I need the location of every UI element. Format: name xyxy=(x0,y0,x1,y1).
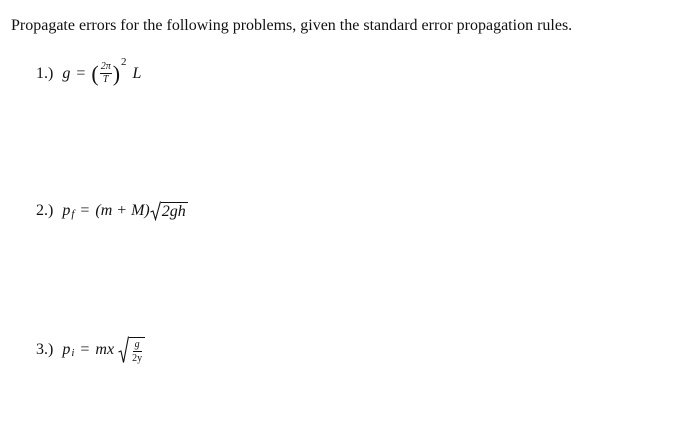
lhs-subscript: i xyxy=(71,347,75,359)
open-paren: ( xyxy=(91,60,99,86)
radicand-fraction xyxy=(129,337,145,364)
square-root xyxy=(118,336,145,364)
problem-2 xyxy=(36,201,188,221)
equals-sign: = xyxy=(76,64,86,82)
problem-number: 1.) xyxy=(36,64,54,82)
radicand-numerator: g xyxy=(134,339,140,350)
equals-sign: = xyxy=(80,341,90,358)
problem-number: 3.) xyxy=(36,341,54,358)
lhs-subscript: f xyxy=(71,208,75,220)
lhs-base: p xyxy=(62,202,71,219)
lhs-base: p xyxy=(62,341,71,358)
square-root xyxy=(150,201,188,221)
mass-factor: (m + M) xyxy=(95,202,150,219)
exponent: 2 xyxy=(121,55,127,68)
problem-3 xyxy=(36,336,145,364)
close-paren: ) xyxy=(112,60,121,86)
radical-sign-icon xyxy=(150,201,161,221)
radicand: 2gh xyxy=(161,203,186,220)
equation-lhs: g xyxy=(62,64,71,82)
radicand-denominator: 2y xyxy=(132,353,143,364)
equation-tail: L xyxy=(132,64,142,82)
fraction xyxy=(100,62,112,85)
fraction-denominator: T xyxy=(102,74,109,85)
fraction-numerator: 2π xyxy=(100,61,111,72)
instruction-text: Propagate errors for the following problems, given the standard error propagation rules. xyxy=(11,17,573,34)
mx-factor: mx xyxy=(95,341,115,358)
problem-number: 2.) xyxy=(36,202,54,219)
radical-sign-icon xyxy=(118,336,129,364)
equals-sign: = xyxy=(80,202,90,219)
problem-1 xyxy=(36,55,142,86)
